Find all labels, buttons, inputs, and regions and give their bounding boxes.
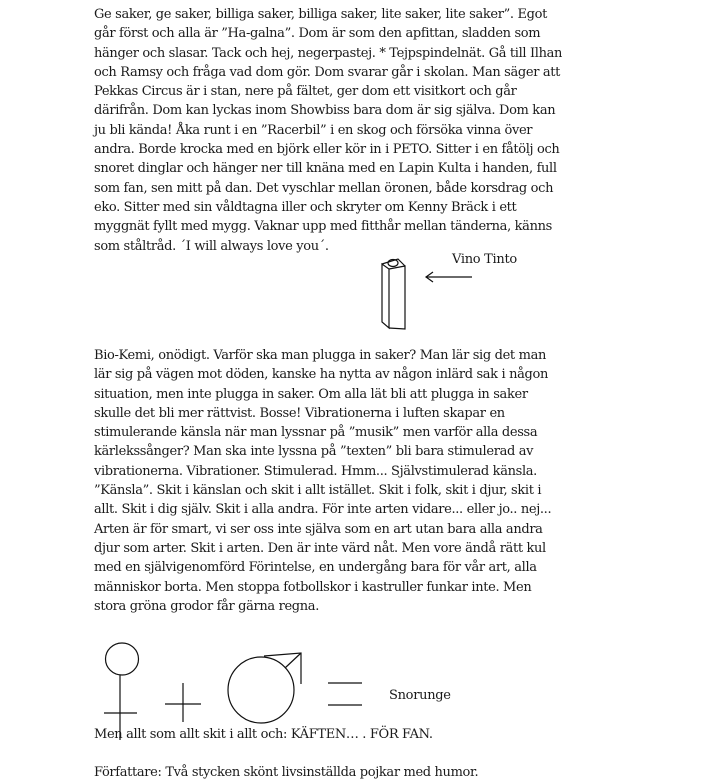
male-symbol	[228, 653, 301, 723]
bottle-side	[389, 266, 405, 329]
bottle-top	[382, 259, 405, 266]
closing-line: Men allt som allt skit i allt och: KÄFTEN… . FÖR FAN.	[94, 727, 433, 742]
plus-sign	[165, 683, 201, 722]
snorunge-label: Snorunge	[389, 688, 451, 703]
bottle-front	[382, 264, 389, 328]
vino-tinto-label: Vino Tinto	[452, 252, 517, 267]
bottle-neck	[388, 260, 398, 267]
equals-sign	[328, 683, 362, 705]
paragraph-1: Ge saker, ge saker, billiga saker, billiga saker, lite saker, lite saker”. Egot går först och alla är ”Ha-galna”. Dom är som den apfittan, sladden som hänger och slasar. Tack och hej, negerpastej. * Tejpspindelnät. Gå till Ilhan och Ramsy och fråga vad dom gör. Dom svarar går i skolan. Man säger att Pekkas Circus är i stan, nere på fältet, ger dom ett visitkort och går därifrån. Dom kan lyckas inom Showbiss bara dom är sig själva. Dom kan ju bli kända! Åka runt i en ”Racerbil” i en skog och försöka vinna över andra. Borde krocka med en björk eller kör in i PETO. Sitter i en fåtölj och snoret dinglar och hänger ner till knäna med en Lapin Kulta i handen, full som fan, sen mitt på dan. Det vyschlar mellan öronen, både korsdrag och eko. Sitter med sin våldtagna iller och skryter om Kenny Bräck i ett myggnät fyllt med mygg. Vaknar upp med fitthår mellan tänderna, känns som ståltråd. ´I will always love you´.	[94, 7, 563, 254]
vino-arrow-head	[426, 272, 433, 282]
author-credit: Författare: Två stycken skönt livsinställda pojkar med humor.	[94, 765, 479, 780]
paragraph-2: Bio-Kemi, onödigt. Varför ska man plugga in saker? Man lär sig det man lär sig på vägen mot döden, kanske ha nytta av någon inlärd sak i någon situation, men inte plugga in saker. Om alla lät bli att plugga in saker skulle det bli mer rättvist. Bosse! Vibrationerna i luften skapar en stimulerande känsla när man lyssnar på ”musik” men varför alla dessa kärlekssånger? Man ska inte lyssna på ”texten” bli bara stimulerad av vibrationerna. Vibrationer. Stimulerad. Hmm... Självstimulerad känsla. ”Känsla”. Skit i känslan och skit i allt istället. Skit i folk, skit i djur, skit i allt. Skit i dig själv. Skit i alla andra. För inte arten vidare... eller jo.. nej... Arten är för smart, vi ser oss inte själva som en art utan bara alla andra djur som arter. Skit i arten. Den är inte värd nåt. Men vore ändå rätt kul med en självigenomförd Förintelse, en undergång bara för vår art, alla människor borta. Men stoppa fotbollskor i kastruller funkar inte. Men stora gröna grodor får gärna regna.	[94, 348, 552, 614]
